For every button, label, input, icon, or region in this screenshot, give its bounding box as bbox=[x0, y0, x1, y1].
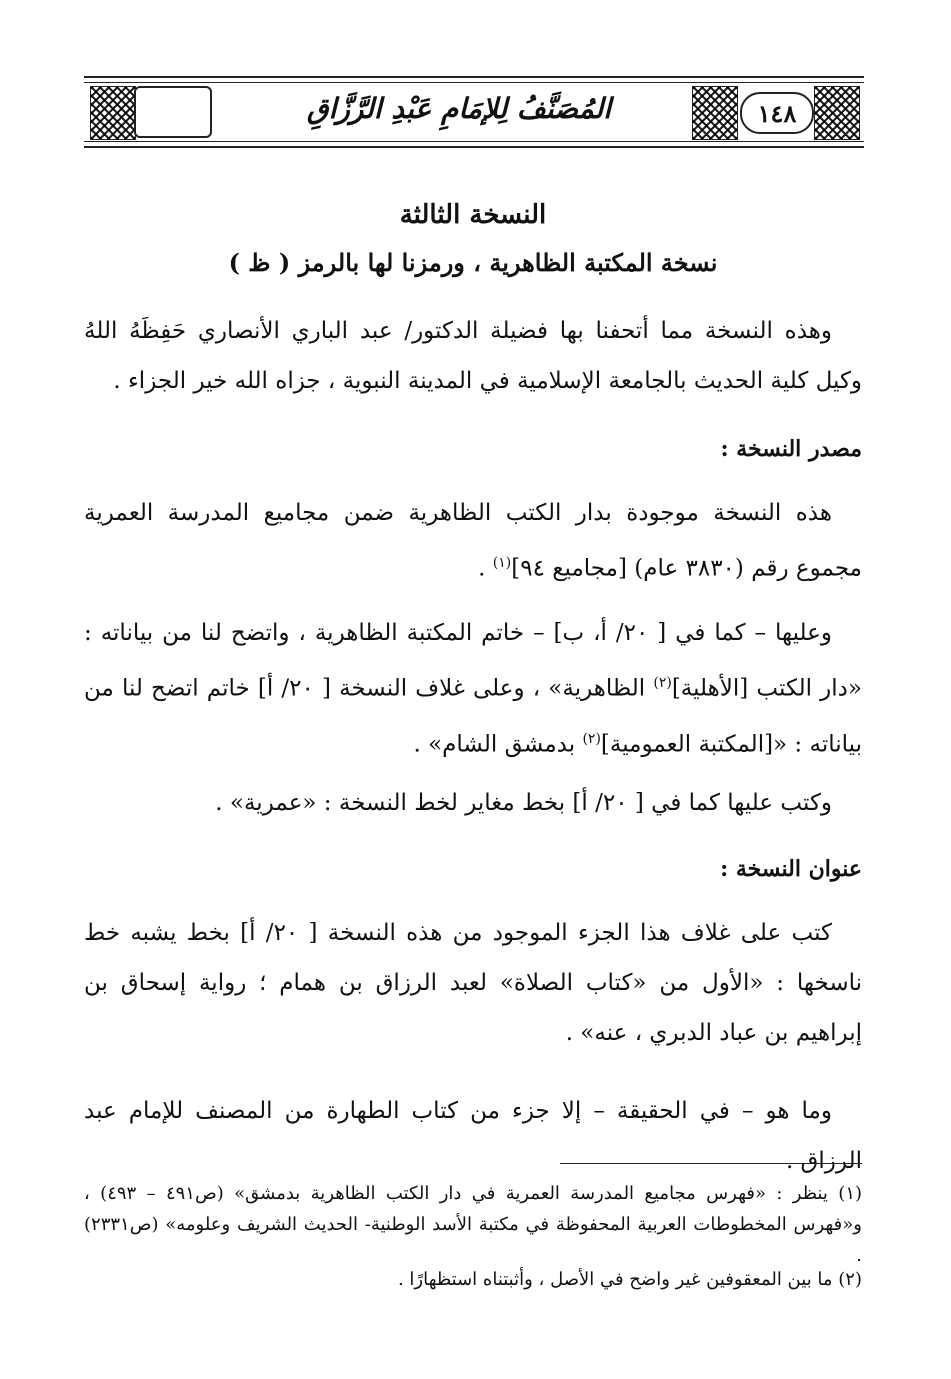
running-title: المُصَنَّفُ لِلإمَامِ عَبْدِ الرَّزَّاقِ bbox=[306, 92, 612, 125]
section-title: النسخة الثالثة bbox=[399, 200, 547, 230]
conclusion-paragraph: وما هو – في الحقيقة – إلا جزء من كتاب الطهارة من المصنف للإمام عبد الرزاق . bbox=[84, 1098, 862, 1174]
ornament-left bbox=[90, 86, 136, 140]
footnote-separator bbox=[560, 1163, 862, 1164]
footnote-1: (١) ينظر : «فهرس مجاميع المدرسة العمرية في دار الكتب الظاهرية بدمشق» (ص٤٩١ – ٤٩٣) ، و«فهرس المخطوطات العربية المحفوظة في مكتبة الأسد الوطنية- الحديث الشريف وعلومه» (ص٢٣٣١) . bbox=[84, 1183, 863, 1266]
title-heading: عنوان النسخة : bbox=[720, 856, 862, 882]
footnote-2: (٢) ما بين المعقوفين غير واضح في الأصل ، وأثبتناه استظهارًا . bbox=[397, 1269, 862, 1290]
footnote-ref-1: (١) bbox=[492, 555, 512, 571]
source-text: هذه النسخة موجودة بدار الكتب الظاهرية ضمن مجاميع المدرسة العمرية مجموع رقم (٣٨٣٠ عام) [مجاميع ٩٤] bbox=[84, 500, 862, 582]
stamps-text-a: وعليها – كما في [ ٢٠/ أ، ب] – خاتم المكتبة الظاهرية ، واتضح لنا من بياناته : «دار الكتب [الأهلية] bbox=[84, 620, 862, 702]
stamps-paragraph-2: وكتب عليها كما في [ ٢٠/ أ] بخط مغاير لخط النسخة : «عمرية» . bbox=[215, 790, 832, 816]
section-subtitle: نسخة المكتبة الظاهرية ، ورمزنا لها بالرمز ( ظ ) bbox=[228, 248, 718, 277]
stamps-paragraph bbox=[84, 608, 862, 769]
source-heading: مصدر النسخة : bbox=[720, 436, 862, 462]
stamps-text-b: الظاهرية» ، وعلى غلاف النسخة [ ٢٠/ أ] خاتم اتضح لنا من بياناته : «[المكتبة العمومية] bbox=[84, 675, 862, 758]
source-end: . bbox=[478, 555, 493, 582]
page-number: ١٤٨ bbox=[740, 92, 814, 134]
ornament-middle bbox=[692, 86, 738, 140]
stamps-text-c: بدمشق الشام» . bbox=[413, 731, 583, 758]
title-paragraph: كتب على غلاف هذا الجزء الموجود من هذه النسخة [ ٢٠/ أ] بخط يشبه خط ناسخها : «الأول من «كتاب الصلاة» لعبد الرزاق بن همام ؛ رواية إسحاق بن إبراهيم بن عباد الدبري ، عنه» . bbox=[84, 920, 862, 1046]
footnote-ref-2a: (٢) bbox=[653, 675, 672, 691]
title-seal bbox=[134, 86, 212, 138]
footnote-ref-2b: (٢) bbox=[582, 730, 601, 747]
page-header bbox=[84, 76, 864, 148]
source-paragraph bbox=[84, 488, 862, 594]
intro-paragraph: وهذه النسخة مما أتحفنا بها فضيلة الدكتور/ عبد الباري الأنصاري حَفِظَهُ اللهُ وكيل كلية الحديث بالجامعة الإسلامية في المدينة النبوية ، جزاه الله خير الجزاء . bbox=[84, 318, 862, 394]
ornament-right bbox=[814, 86, 860, 140]
